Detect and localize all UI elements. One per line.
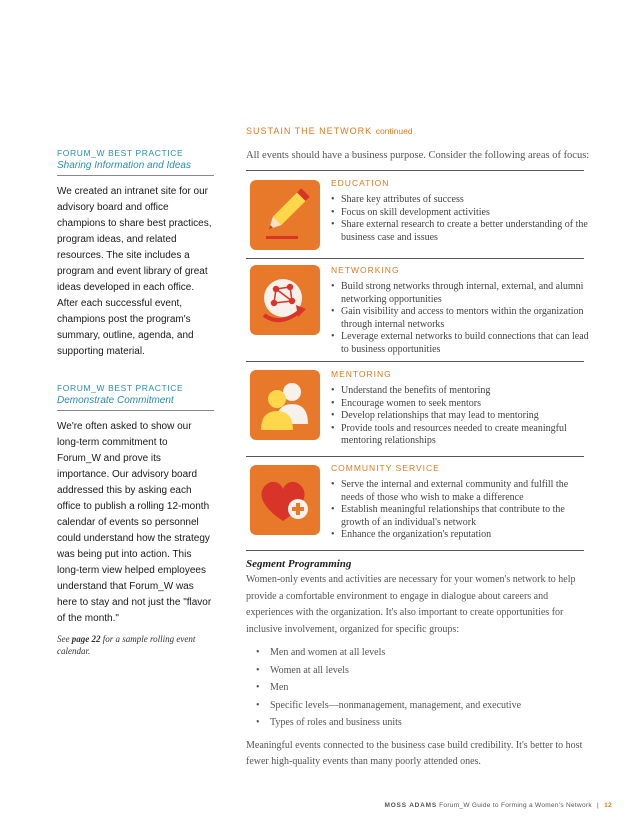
list-item: • Focus on skill development activities	[341, 207, 589, 220]
footer-separator: |	[597, 802, 600, 809]
best-practice-subheading: Sharing Information and Ideas	[57, 160, 191, 171]
focus-area-title: MENTORING	[331, 369, 392, 379]
sidebar	[57, 148, 214, 657]
divider	[246, 361, 584, 362]
note-prefix: See	[57, 634, 72, 644]
people-icon	[250, 370, 320, 440]
list-item: • Share external research to create a better understanding of the business case and issues	[341, 219, 589, 244]
list-item: • Men	[246, 679, 591, 697]
note-suffix: for a sample rolling event calendar.	[57, 634, 196, 656]
divider	[57, 410, 214, 411]
best-practice-block-sharing	[57, 148, 214, 360]
list-item: • Women at all levels	[246, 662, 591, 680]
list-item: • Gain visibility and access to mentors within the organization through internal networks	[341, 306, 589, 331]
calendar-note	[57, 633, 214, 657]
divider	[246, 170, 584, 171]
list-item: • Build strong networks through internal, external, and alumni networking opportunities	[341, 281, 589, 306]
intro-text: All events should have a business purpose. Consider the following areas of focus:	[246, 150, 590, 161]
list-item: • Leverage external networks to build connections that can lead to business opportunities	[341, 331, 589, 356]
segment-programming	[246, 558, 591, 771]
divider	[246, 258, 584, 259]
focus-area-networking	[246, 265, 589, 357]
best-practice-body: We're often asked to show our long-term commitment to Forum_W and prove its importance. Our advisory board addressed this by asking each office to publish a rolling 12-month calendar of events so personnel could understand how the strategy was being put into action. This long-term view helped employees understand that Forum_W was here to stay and not just the "flavor of the month."	[57, 421, 212, 624]
list-item: • Share key attributes of success	[341, 194, 589, 207]
bullet-list	[331, 281, 589, 356]
list-item: • Types of roles and business units	[246, 714, 591, 732]
focus-area-title: COMMUNITY SERVICE	[331, 463, 440, 473]
footer-brand: MOSS ADAMS	[384, 802, 438, 809]
list-item: • Encourage women to seek mentors	[341, 398, 589, 411]
footer-doc-title: Forum_W Guide to Forming a Women's Network	[439, 802, 592, 809]
heart-plus-icon	[250, 465, 320, 535]
best-practice-heading: FORUM_W BEST PRACTICE	[57, 383, 184, 393]
section-title	[246, 126, 413, 136]
list-item: • Establish meaningful relationships that contribute to the growth of an individual's network	[341, 504, 589, 529]
bullet-list	[331, 385, 589, 448]
network-globe-icon	[250, 265, 320, 335]
segment-paragraph: Women-only events and activities are necessary for your women's network to help provide a comfortable environment to engage in dialogue about careers and experiences with the organization. It's also important to create opportunities for inclusive involvement, organized for specific groups:	[246, 574, 576, 635]
divider	[57, 175, 214, 176]
list-item: • Enhance the organization's reputation	[341, 529, 589, 542]
page-reference-link[interactable]: page 22	[71, 634, 101, 644]
section-continued: continued	[375, 126, 413, 136]
list-item: • Specific levels—nonmanagement, management, and executive	[246, 697, 591, 715]
focus-area-title: NETWORKING	[331, 265, 400, 275]
best-practice-subheading: Demonstrate Commitment	[57, 395, 174, 406]
best-practice-block-commitment	[57, 383, 214, 657]
segment-group-list	[246, 644, 591, 732]
focus-area-title: EDUCATION	[331, 178, 390, 188]
section-title-text: SUSTAIN THE NETWORK	[246, 126, 373, 136]
list-item: • Serve the internal and external community and fulfill the needs of those who wish to make a difference	[341, 479, 589, 504]
divider	[246, 550, 584, 551]
bullet-list	[331, 479, 589, 542]
segment-title: Segment Programming	[246, 558, 352, 570]
best-practice-body: We created an intranet site for our advisory board and office champions to share best practices, program ideas, and related resources. The site includes a program and event library of great ideas developed in each office. After each successful event, champions post the program's summary, outline, agenda, and supporting material.	[57, 186, 212, 357]
focus-area-education	[246, 178, 588, 260]
best-practice-heading: FORUM_W BEST PRACTICE	[57, 148, 184, 158]
page-number: 12	[604, 802, 612, 809]
list-item: • Understand the benefits of mentoring	[341, 385, 589, 398]
segment-paragraph: Meaningful events connected to the business case build credibility. It's better to host fewer high-quality events than many poorly attended ones.	[246, 739, 583, 768]
list-item: • Men and women at all levels	[246, 644, 591, 662]
page-footer	[384, 802, 612, 809]
list-item: • Develop relationships that may lead to mentoring	[341, 410, 589, 423]
divider	[246, 456, 584, 457]
list-item: • Provide tools and resources needed to create meaningful mentoring relationships	[341, 423, 589, 448]
bullet-list	[331, 194, 589, 244]
focus-area-mentoring	[246, 369, 584, 453]
focus-area-community-service	[246, 463, 584, 548]
pencil-icon	[250, 180, 320, 250]
